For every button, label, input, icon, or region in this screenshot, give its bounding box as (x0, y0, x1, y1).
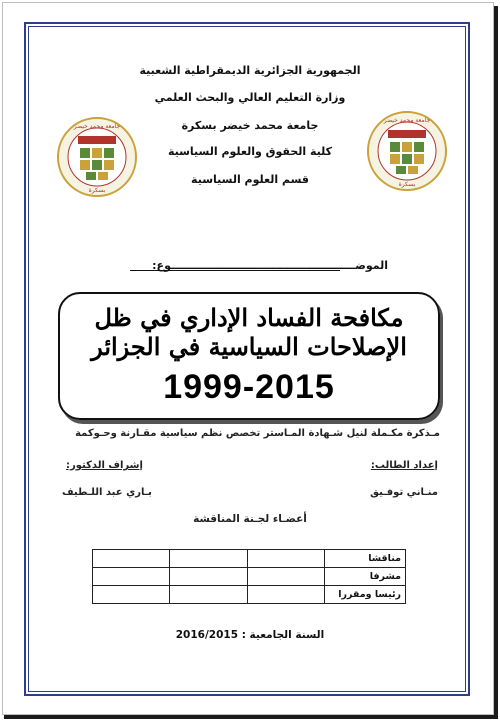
supervisor-label (66, 460, 143, 471)
table-row (93, 568, 406, 586)
logo-bottom-text: بسكرة (398, 181, 416, 188)
member-university-cell (247, 586, 324, 604)
title-box (58, 292, 440, 420)
member-role: مشرفا (325, 568, 406, 586)
table-row (93, 586, 406, 604)
student-label-text: إعداد الطالب: (370, 460, 438, 471)
logo-arc-text: جامعة محمد خيضر (383, 117, 431, 124)
subject-label: الموضـــــــــــــــــــــــــــــــــــــــــــــــــوع: (152, 259, 388, 272)
student-name: منـاني توفـيق (370, 487, 438, 498)
committee-table (92, 549, 406, 604)
member-role: مناقشا (325, 550, 406, 568)
member-name-cell (93, 550, 170, 568)
member-name-cell (93, 586, 170, 604)
header-department: قسم العلوم السياسية (191, 173, 309, 186)
thesis-title: مكافحة الفساد الإداري في ظل الإصلاحات السياسية في الجزائر (91, 303, 407, 361)
header-faculty: كلية الحقوق والعلوم السياسية (167, 145, 333, 158)
academic-year: السنة الجامعية : 2016/2015 (175, 629, 325, 641)
memo-description: مـذكرة مكـملة لنيل شـهادة المـاستر تخصص نظم سياسية مقـارنة وحـوكمة (75, 428, 440, 439)
supervisor-name: بـاري عبد اللـطيف (62, 487, 152, 498)
member-name-cell (93, 568, 170, 586)
supervisor-label-text: إشراف الدكتور: (66, 460, 143, 471)
logo-arc-text: جامعة محمد خيضر (73, 123, 121, 130)
subject-row (118, 259, 388, 275)
committee-heading: أعضـاء لجـنة المناقشة (193, 513, 307, 525)
header-ministry: وزارة التعليم العالي والبحث العلمي (154, 91, 346, 104)
table-row (93, 550, 406, 568)
member-grade-cell (170, 550, 247, 568)
student-label (371, 460, 438, 471)
logo-bottom-text: بسكرة (88, 187, 106, 194)
thesis-years: 1999-2015 (163, 368, 335, 406)
header-republic: الجمهورية الجزائرية الديمقراطية الشعبية (139, 64, 361, 77)
header-university: جامعة محمد خيضر بسكرة (181, 119, 319, 132)
member-grade-cell (170, 586, 247, 604)
member-grade-cell (170, 568, 247, 586)
member-university-cell (247, 550, 324, 568)
member-university-cell (247, 568, 324, 586)
member-role: رئيسا ومقررا (325, 586, 406, 604)
